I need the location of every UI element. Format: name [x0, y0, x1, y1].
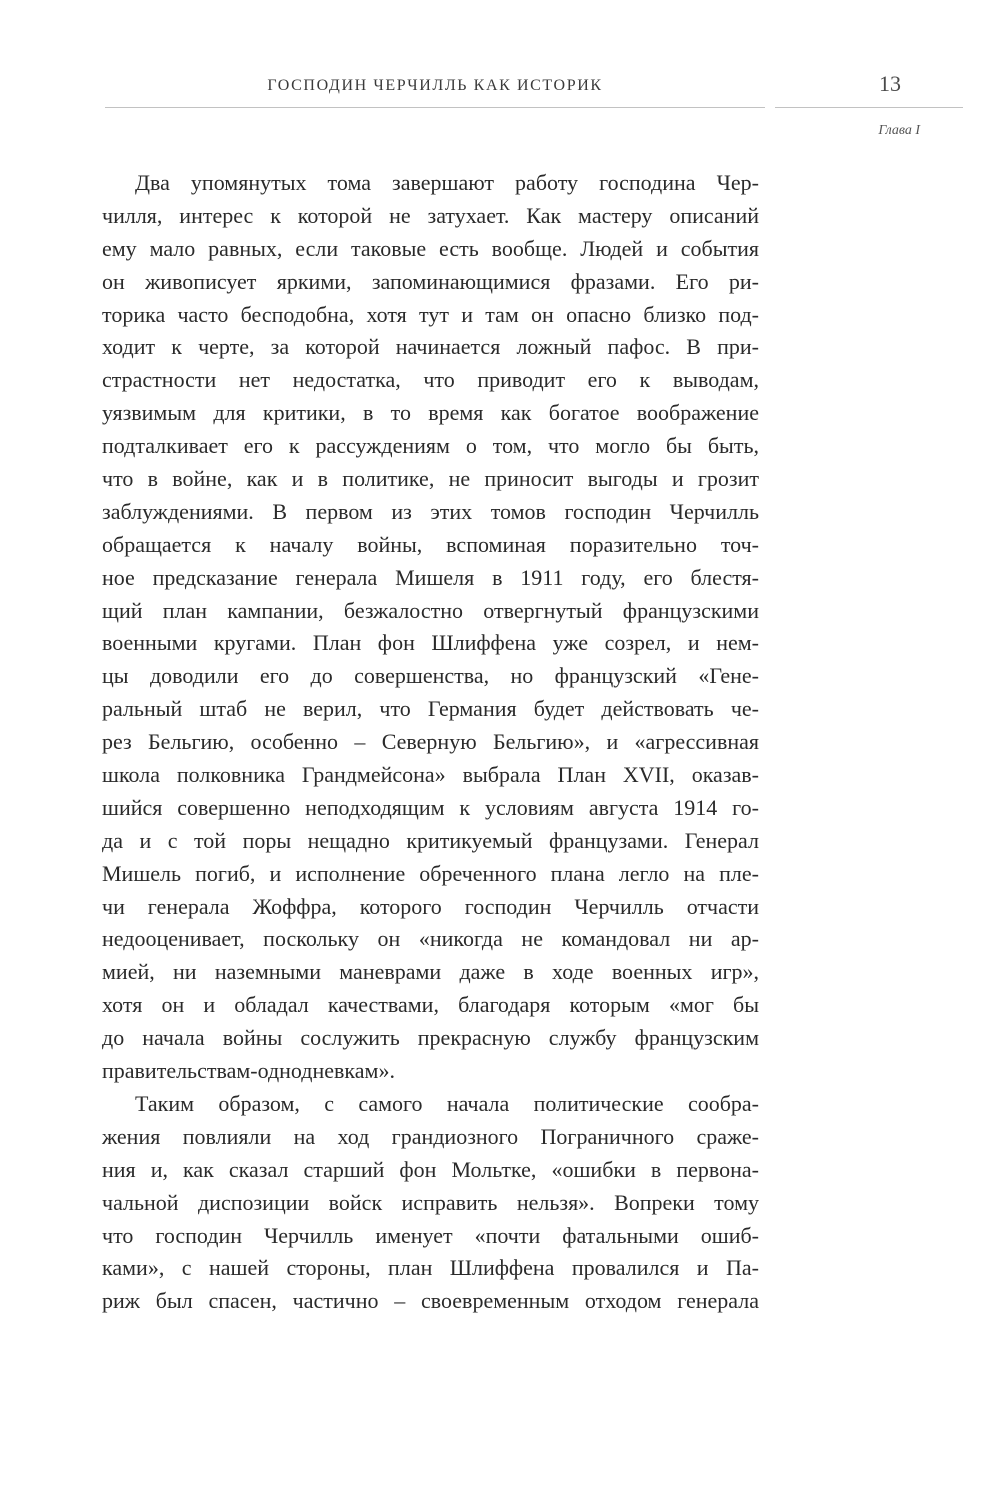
text-line: мией, ни наземными маневрами даже в ходе военных игр», [102, 959, 759, 985]
text-line: цы доводили его до совершенства, но французский «Гене- [102, 663, 759, 689]
text-line: Таким образом, с самого начала политические сообра- [135, 1090, 759, 1116]
text-line: ками», с нашей стороны, план Шлиффена провалился и Па- [102, 1255, 759, 1281]
text-line: чальной диспозиции войск исправить нельзя». Вопреки тому [102, 1189, 759, 1215]
text-line: школа полковника Грандмейсона» выбрала План XVII, оказав- [102, 762, 759, 788]
text-line: недооценивает, поскольку он «никогда не командовал ни ар- [102, 926, 759, 952]
text-line: жения повлияли на ход грандиозного Пограничного сраже- [102, 1123, 759, 1149]
text-line: щий план кампании, безжалостно отвергнутый французскими [102, 597, 759, 623]
page-number: 13 [879, 71, 901, 96]
text-line: обращается к началу войны, вспоминая поразительно точ- [102, 531, 759, 557]
text-line: что в войне, как и в политике, не приносит выгоды и грозит [102, 466, 759, 492]
paragraph-1 [102, 167, 759, 1088]
text-line: ральный штаб не верил, что Германия будет действовать че- [102, 696, 759, 722]
text-line: хотя он и обладал качествами, благодаря которым «мог бы [102, 992, 759, 1018]
text-line: страстности нет недостатка, что приводит его к выводам, [102, 367, 759, 393]
text-line: рез Бельгию, особенно – Северную Бельгию», и «агрессивная [102, 729, 759, 755]
text-line: шийся совершенно неподходящим к условиям августа 1914 го- [102, 794, 759, 820]
text-line: чи генерала Жоффра, которого господин Черчилль отчасти [102, 893, 759, 919]
header-rule-left [105, 107, 765, 108]
text-line: да и с той поры нещадно критикуемый французами. Генерал [102, 827, 759, 853]
text-line: Мишель погиб, и исполнение обреченного плана легло на пле- [102, 860, 759, 886]
text-line: что господин Черчилль именует «почти фатальными ошиб- [102, 1222, 759, 1248]
header-rule-right [775, 107, 963, 108]
text-line: риж был спасен, частично – своевременным отходом генерала [102, 1288, 759, 1314]
text-line: подталкивает его к рассуждениям о том, что могло бы быть, [102, 433, 759, 459]
text-line: заблуждениями. В первом из этих томов господин Черчилль [102, 498, 759, 524]
text-line: ния и, как сказал старший фон Мольтке, «ошибки в первона- [102, 1156, 759, 1182]
text-line: до начала войны сослужить прекрасную службу французским [102, 1025, 759, 1051]
text-line: торика часто бесподобна, хотя тут и там он опасно близко под- [102, 301, 759, 327]
text-line: военными кругами. План фон Шлиффена уже созрел, и нем- [102, 630, 759, 656]
text-line: ное предсказание генерала Мишеля в 1911 году, его блестя- [102, 564, 759, 590]
text-line: ему мало равных, если таковые есть вообще. Людей и события [102, 235, 759, 261]
text-line: ходит к черте, за которой начинается ложный пафос. В при- [102, 334, 759, 360]
text-line: он живописует яркими, запоминающимися фразами. Его ри- [102, 268, 759, 294]
body-text [102, 167, 759, 1318]
paragraph-2 [102, 1088, 759, 1318]
text-line: чилля, интерес к которой не затухает. Как мастеру описаний [102, 202, 759, 228]
text-line: уязвимым для критики, в то время как богатое воображение [102, 400, 759, 426]
text-line: правительствам-однодневкам». [102, 1058, 395, 1084]
text-line: Два упомянутых тома завершают работу господина Чер- [135, 170, 759, 195]
running-header-title: ГОСПОДИН ЧЕРЧИЛЛЬ КАК ИСТОРИК [267, 77, 603, 94]
chapter-label: Глава I [878, 123, 920, 138]
